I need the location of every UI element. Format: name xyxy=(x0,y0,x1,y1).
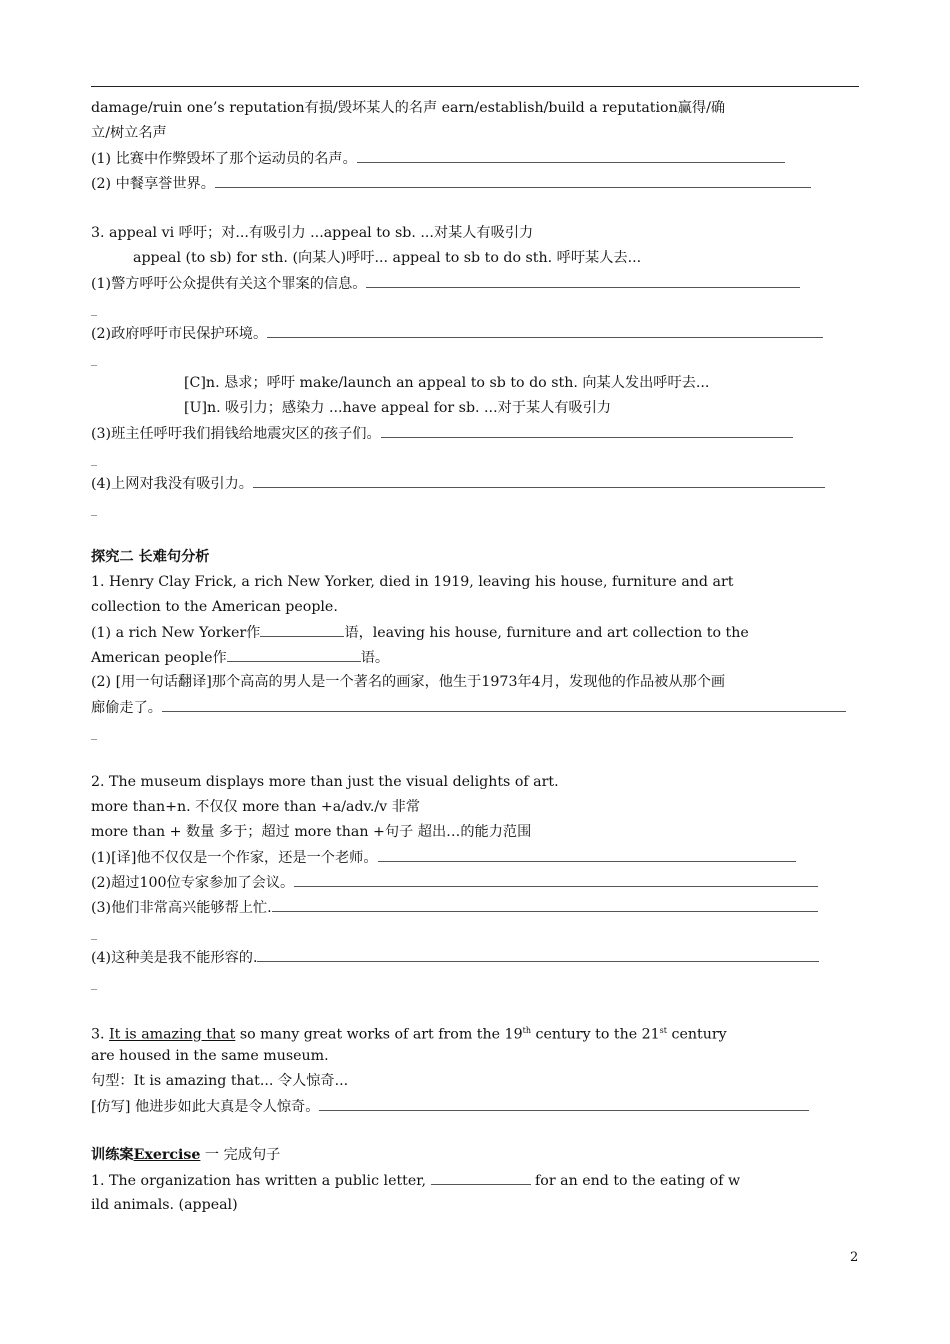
page-number: 2 xyxy=(850,1250,859,1265)
line-continuation: _ xyxy=(91,502,97,516)
answer-blank[interactable] xyxy=(227,648,361,662)
more-than-note1: more than+n. 不仅仅 more than +a/adv./v 非常 xyxy=(91,799,421,815)
answer-blank[interactable] xyxy=(215,174,811,188)
line-continuation: _ xyxy=(91,352,97,366)
sentence1-cont: collection to the American people. xyxy=(91,599,338,615)
sentence2-q4: (4)这种美是我不能形容的. xyxy=(91,948,819,967)
sentence3: 3. It is amazing that so many great works of art from the 19th century to the 21st century xyxy=(91,1026,727,1043)
appeal-q4: (4)上网对我没有吸引力。 xyxy=(91,474,825,493)
answer-blank[interactable] xyxy=(378,848,796,862)
sentence1-q2: (2) [用一句话翻译]那个高高的男人是一个著名的画家，他生于1973年4月，发现他的作品被从那个画 xyxy=(91,674,726,690)
line-continuation: _ xyxy=(91,726,97,740)
answer-blank[interactable] xyxy=(253,474,825,488)
sentence1-q2-cont: 廊偷走了。 xyxy=(91,698,846,717)
section-title: 探究二 长难句分析 xyxy=(91,549,210,565)
line-continuation: _ xyxy=(91,926,97,940)
answer-blank[interactable] xyxy=(431,1171,531,1185)
exercise-title: 训练案Exercise 一 完成句子 xyxy=(91,1147,281,1163)
header-rule xyxy=(91,86,859,87)
appeal-heading: 3. appeal vi 呼吁；对...有吸引力 ...appeal to sb. ...对某人有吸引力 xyxy=(91,225,534,241)
sentence2: 2. The museum displays more than just the visual delights of art. xyxy=(91,774,559,790)
exercise-q1-cont: ild animals. (appeal) xyxy=(91,1197,238,1213)
sentence1: 1. Henry Clay Frick, a rich New Yorker, died in 1919, leaving his house, furniture and art xyxy=(91,574,734,590)
line-continuation: _ xyxy=(91,302,97,316)
more-than-note2: more than + 数量 多于；超过 more than +句子 超出…的能力范围 xyxy=(91,824,532,840)
reputation-q1: (1) 比赛中作弊毁坏了那个运动员的名声。 xyxy=(91,149,785,168)
answer-blank[interactable] xyxy=(294,873,818,887)
answer-blank[interactable] xyxy=(357,149,785,163)
sentence2-q1: (1)[译]他不仅仅是一个作家，还是一个老师。 xyxy=(91,848,796,867)
appeal-noun-uncountable: [U]n. 吸引力；感染力 ...have appeal for sb. ...对于某人有吸引力 xyxy=(184,400,612,416)
answer-blank[interactable] xyxy=(260,623,344,637)
reputation-phrases-cont: 立/树立名声 xyxy=(91,125,167,141)
answer-blank[interactable] xyxy=(162,698,846,712)
answer-blank[interactable] xyxy=(381,424,793,438)
sentence-pattern: 句型：It is amazing that... 令人惊奇... xyxy=(91,1073,349,1089)
exercise-q1: 1. The organization has written a public letter, for an end to the eating of w xyxy=(91,1173,741,1189)
answer-blank[interactable] xyxy=(366,274,800,288)
line-continuation: _ xyxy=(91,452,97,466)
reputation-q2: (2) 中餐享誉世界。 xyxy=(91,174,811,193)
sentence1-q1: (1) a rich New Yorker作 语，leaving his house, furniture and art collection to the xyxy=(91,625,749,641)
appeal-q1: (1)警方呼吁公众提供有关这个罪案的信息。 xyxy=(91,274,800,293)
imitation-exercise: [仿写] 他进步如此大真是令人惊奇。 xyxy=(91,1097,809,1116)
appeal-usage: appeal (to sb) for sth. (向某人)呼吁... appeal to sb to do sth. 呼吁某人去... xyxy=(133,250,642,266)
answer-blank[interactable] xyxy=(272,898,818,912)
sentence2-q3: (3)他们非常高兴能够帮上忙. xyxy=(91,898,818,917)
answer-blank[interactable] xyxy=(257,948,819,962)
appeal-noun-countable: [C]n. 恳求；呼吁 make/launch an appeal to sb to do sth. 向某人发出呼吁去... xyxy=(184,375,710,391)
sentence3-cont: are housed in the same museum. xyxy=(91,1048,329,1064)
sentence2-q2: (2)超过100位专家参加了会议。 xyxy=(91,873,818,892)
appeal-q2: (2)政府呼吁市民保护环境。 xyxy=(91,324,823,343)
reputation-phrases: damage/ruin one’s reputation有损/毁坏某人的名声 earn/establish/build a reputation赢得/确 xyxy=(91,100,726,116)
sentence1-q1-cont: American people作 语。 xyxy=(91,650,390,666)
appeal-q3: (3)班主任呼吁我们捐钱给地震灾区的孩子们。 xyxy=(91,424,793,443)
answer-blank[interactable] xyxy=(267,324,823,338)
line-continuation: _ xyxy=(91,976,97,990)
answer-blank[interactable] xyxy=(319,1097,809,1111)
